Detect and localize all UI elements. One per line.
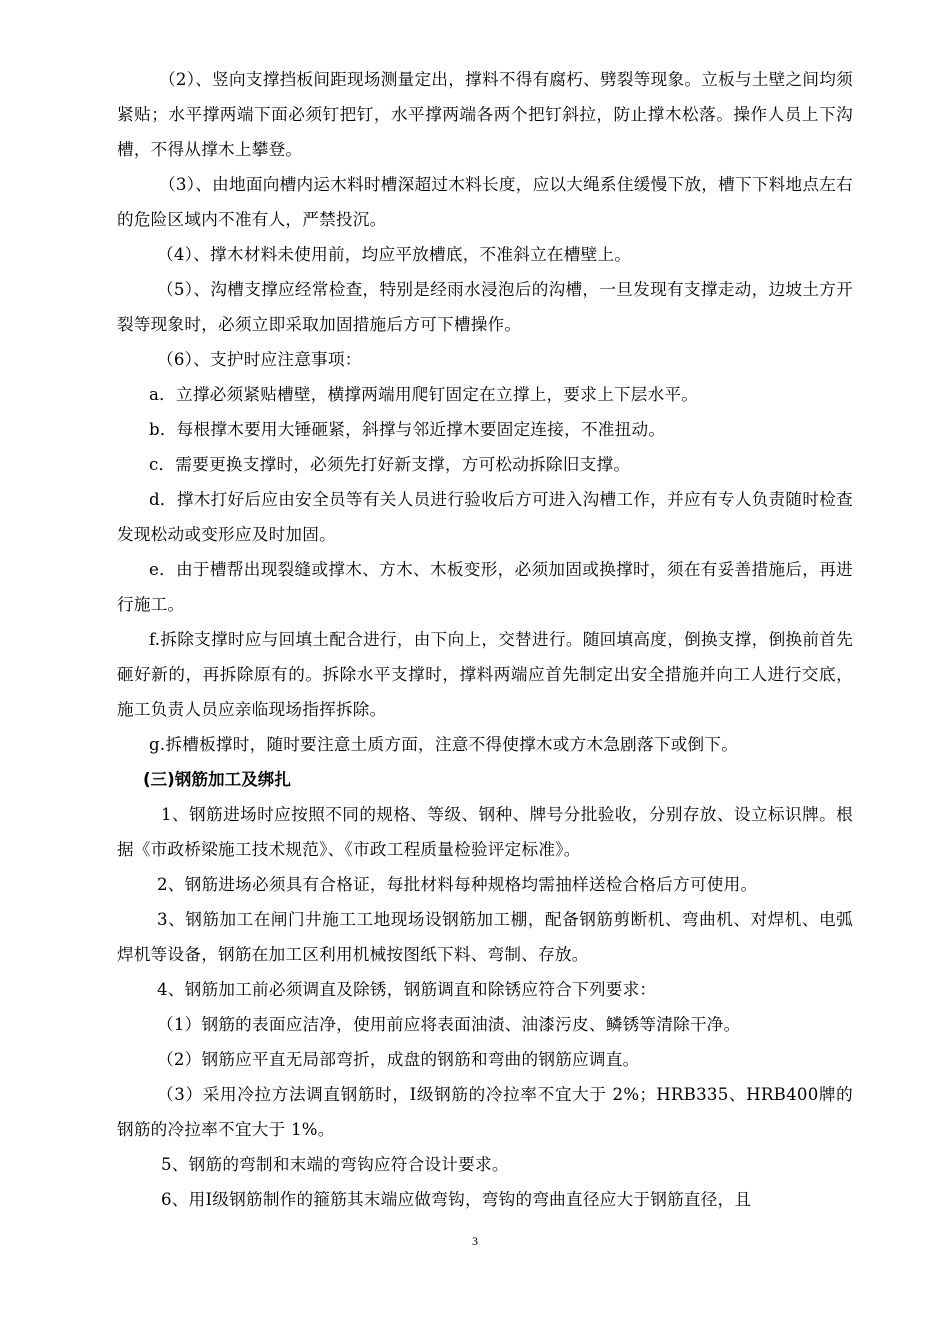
paragraph-rebar-stirrup: 6、用Ⅰ级钢筋制作的箍筋其末端应做弯钩，弯钩的弯曲直径应大于钢筋直径，且 bbox=[161, 1190, 752, 1209]
paragraph-item-e: e．由于槽帮出现裂缝或撑木、方木、木板变形，必须加固或换撑时，须在有妥善措施后，再进行施工。 bbox=[117, 560, 853, 614]
paragraph-rebar-bending: 5、钢筋的弯制和末端的弯钩应符合设计要求。 bbox=[161, 1155, 509, 1174]
paragraph-item-d: d．撑木打好后应由安全员等有关人员进行验收后方可进入沟槽工作，并应有专人负责随时检查发现松动或变形应及时加固。 bbox=[117, 490, 853, 544]
paragraph-support-inspection: （5）、沟槽支撑应经常检查，特别是经雨水浸泡后的沟槽，一旦发现有支撑走动，边坡土方开裂等现象时，必须立即采取加固措施后方可下槽操作。 bbox=[117, 280, 853, 334]
section-heading: (三)钢筋加工及绑扎 bbox=[143, 770, 291, 789]
paragraph-rebar-straight: （2）钢筋应平直无局部弯折，成盘的钢筋和弯曲的钢筋应调直。 bbox=[157, 1050, 640, 1069]
paragraph-rebar-clean: （1）钢筋的表面应洁净，使用前应将表面油渍、油漆污皮、鳞锈等清除干净。 bbox=[157, 1015, 741, 1034]
paragraph-support-spacing: （2）、竖向支撑挡板间距现场测量定出，撑料不得有腐朽、劈裂等现象。立板与土壁之间均须紧贴；水平撑两端下面必须钉把钉，水平撑两端各两个把钉斜拉，防止撑木松落。操作人员上下沟槽，不得从撑木上攀登。 bbox=[117, 70, 853, 159]
paragraph-item-f: f.拆除支撑时应与回填土配合进行，由下向上，交替进行。随回填高度，倒换支撑，倒换前首先砸好新的，再拆除原有的。拆除水平支撑时，撑料两端应首先制定出安全措施并向工人进行交底，施工负责人员应亲临现场指挥拆除。 bbox=[117, 630, 853, 719]
page-content bbox=[117, 62, 853, 1217]
paragraph-rebar-straightening: 4、钢筋加工前必须调直及除锈，钢筋调直和除锈应符合下列要求： bbox=[157, 980, 657, 999]
paragraph-item-b: b．每根撑木要用大锤砸紧，斜撑与邻近撑木要固定连接，不准扭动。 bbox=[149, 420, 666, 439]
paragraph-item-a: a．立撑必须紧贴槽壁，横撑两端用爬钉固定在立撑上，要求上下层水平。 bbox=[149, 385, 699, 404]
paragraph-timber-storage: （4）、撑木材料未使用前，均应平放槽底，不准斜立在槽壁上。 bbox=[157, 245, 632, 264]
paragraph-timber-lowering: （3）、由地面向槽内运木料时槽深超过木料长度，应以大绳系住缓慢下放，槽下下料地点左右的危险区域内不准有人，严禁投沉。 bbox=[117, 175, 853, 229]
paragraph-support-notes: （6）、支护时应注意事项： bbox=[157, 350, 362, 369]
paragraph-rebar-certificate: 2、钢筋进场必须具有合格证，每批材料每种规格均需抽样送检合格后方可使用。 bbox=[157, 875, 758, 894]
paragraph-rebar-acceptance: 1、钢筋进场时应按照不同的规格、等级、钢种、牌号分批验收，分别存放、设立标识牌。根据《市政桥梁施工技术规范》、《市政工程质量检验评定标准》。 bbox=[117, 805, 853, 859]
paragraph-rebar-workshop: 3、钢筋加工在闸门井施工工地现场设钢筋加工棚，配备钢筋剪断机、弯曲机、对焊机、电弧焊机等设备，钢筋在加工区利用机械按图纸下料、弯制、存放。 bbox=[117, 910, 853, 964]
paragraph-item-g: g.拆槽板撑时，随时要注意土质方面，注意不得使撑木或方木急剧落下或倒下。 bbox=[149, 735, 739, 754]
paragraph-rebar-cold-drawing: （3）采用冷拉方法调直钢筋时，Ⅰ级钢筋的冷拉率不宜大于 2%；HRB335、HRB400牌的钢筋的冷拉率不宜大于 1%。 bbox=[117, 1085, 853, 1139]
paragraph-item-c: c．需要更换支撑时，必须先打好新支撑，方可松动拆除旧支撑。 bbox=[149, 455, 631, 474]
page-number: 3 bbox=[472, 1234, 478, 1248]
